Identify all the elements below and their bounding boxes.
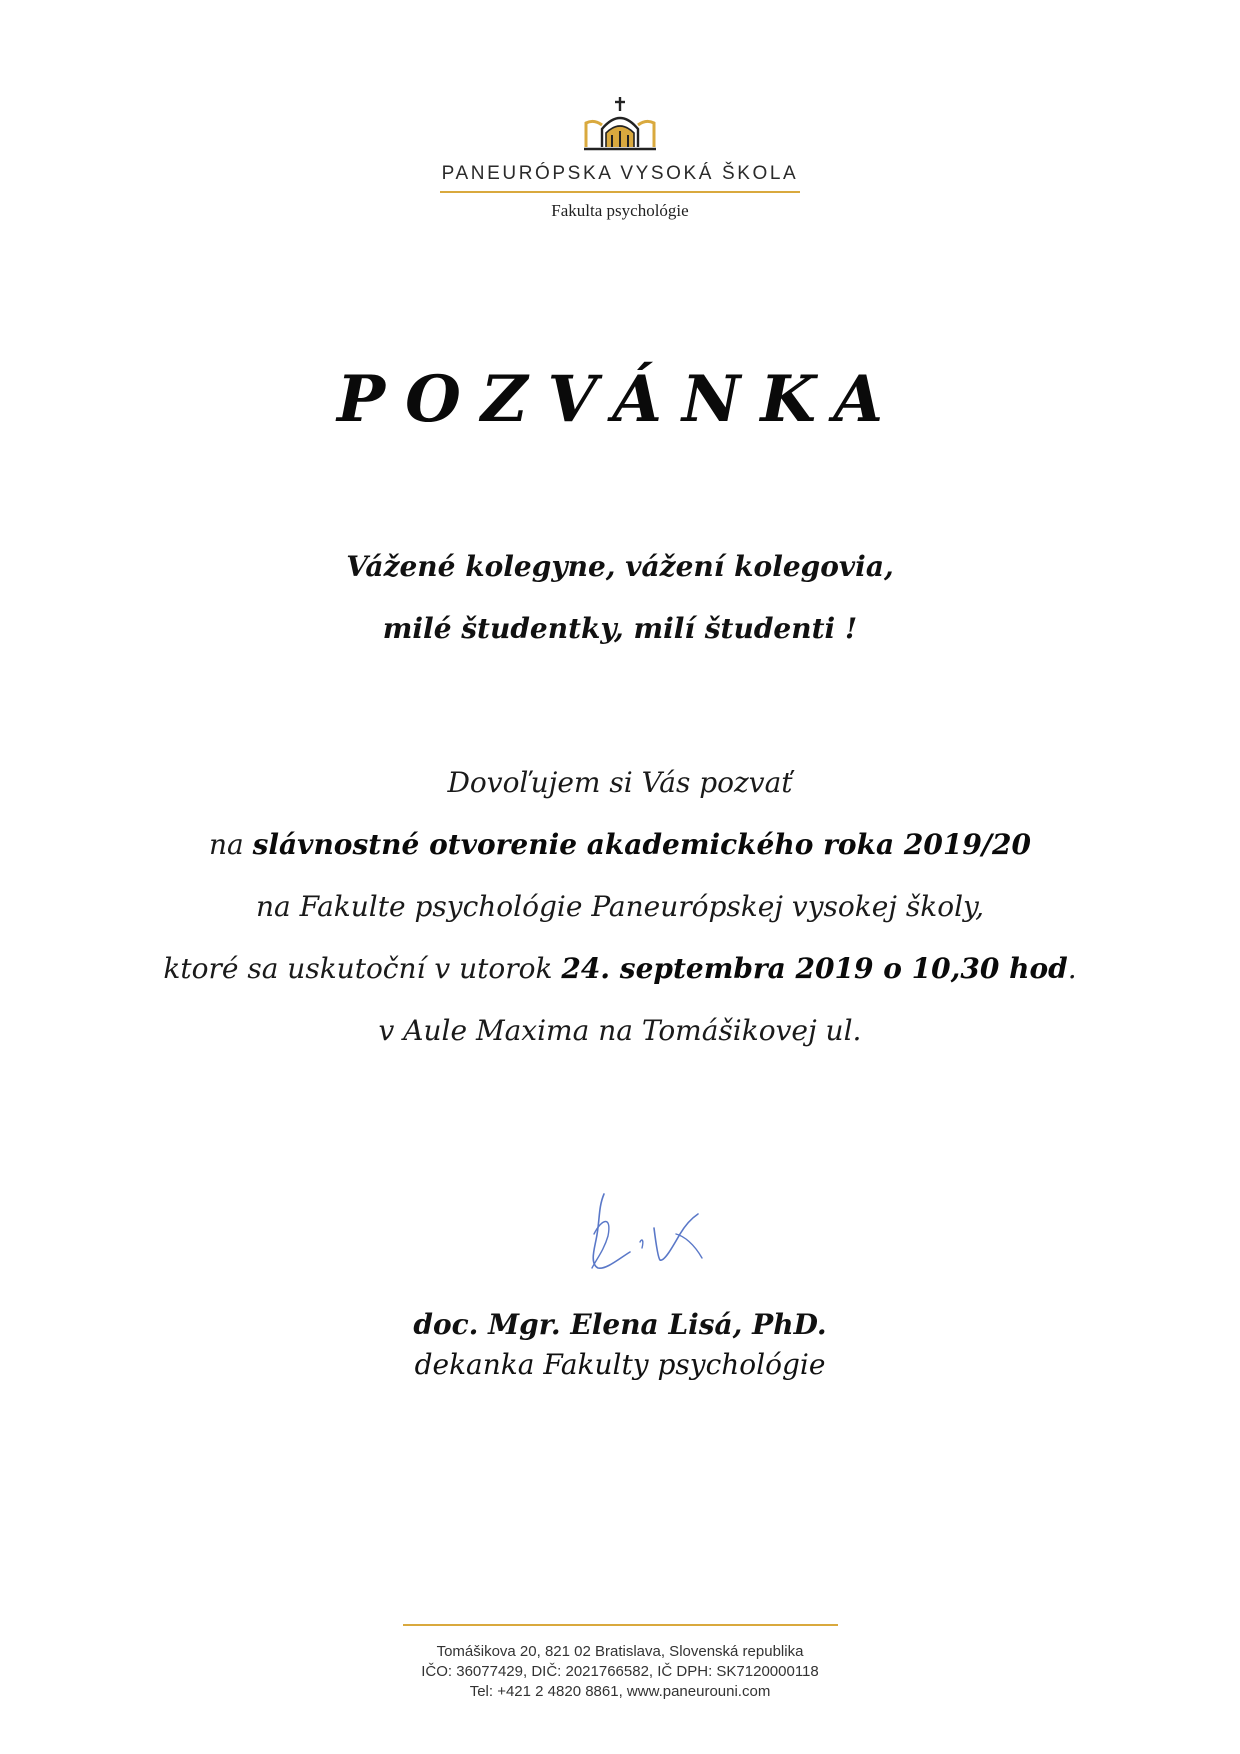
institution-name: PANEURÓPSKA VYSOKÁ ŠKOLA xyxy=(440,163,801,193)
signer-role: dekanka Fakulty psychológie xyxy=(414,1348,826,1381)
event-name: slávnostné otvorenie akademického roka 2019/20 xyxy=(252,828,1031,861)
body-line: na Fakulte psychológie Paneurópskej vysokej školy, xyxy=(255,890,985,923)
body-text-span: ktoré sa uskutoční v utorok xyxy=(163,952,562,985)
document-title: POZVÁNKA xyxy=(336,362,904,437)
body-text-span: na xyxy=(208,828,253,861)
body-text-span: . xyxy=(1067,952,1077,985)
university-building-icon xyxy=(580,95,660,153)
body-line xyxy=(0,814,1240,876)
body-line xyxy=(0,938,1240,1000)
footer-contact: Tel: +421 2 4820 8861, www.paneurouni.com xyxy=(469,1683,771,1700)
invitation-text xyxy=(0,752,1240,1062)
greeting-line: milé študentky, milí študenti ! xyxy=(382,612,858,645)
handwritten-signature xyxy=(590,1188,740,1278)
event-datetime: 24. septembra 2019 o 10,30 hod xyxy=(561,952,1068,985)
faculty-name: Fakulta psychológie xyxy=(551,201,689,220)
footer xyxy=(0,1624,1240,1702)
signer-name: doc. Mgr. Elena Lisá, PhD. xyxy=(413,1308,827,1341)
footer-address: Tomášikova 20, 821 02 Bratislava, Slovenská republika xyxy=(436,1643,804,1660)
footer-ids: IČO: 36077429, DIČ: 2021766582, IČ DPH: SK7120000118 xyxy=(421,1663,819,1680)
greeting xyxy=(0,536,1240,660)
body-line: v Aule Maxima na Tomášikovej ul. xyxy=(378,1014,862,1047)
body-line: Dovoľujem si Vás pozvať xyxy=(447,766,793,799)
letterhead xyxy=(0,95,1240,221)
greeting-line: Vážené kolegyne, vážení kolegovia, xyxy=(346,550,894,583)
signer-block xyxy=(0,1305,1240,1385)
footer-divider xyxy=(403,1624,838,1626)
